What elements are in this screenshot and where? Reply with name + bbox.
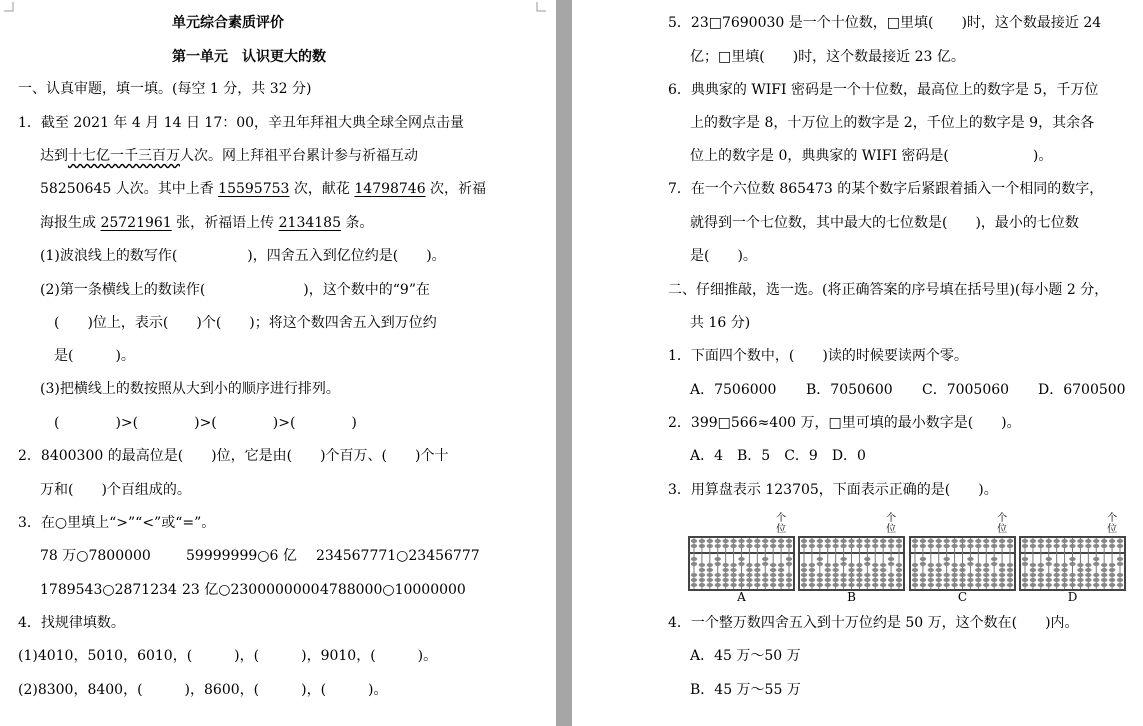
question-5-line-2: 亿；□里填( )时，这个数最接近 23 亿。 xyxy=(690,49,965,65)
question-1-part-2-line-1: (2)第一条横线上的数读作( )，这个数中的“9”在 xyxy=(40,282,430,298)
underlined-number: 15595753 xyxy=(218,181,290,197)
section-1-heading: 一、认真审题，填一填。(每空 1 分，共 32 分) xyxy=(18,81,312,97)
text-run: 人次。网上拜祖平台累计参与祈福互动 xyxy=(180,148,418,164)
question-1-part-2-line-2: ( )位上，表示( )个( )；将这个数四舍五入到万位约 xyxy=(54,315,437,331)
question-2-line-1: 2．8400300 的最高位是( )位，它是由( )个百万、( )个十 xyxy=(18,448,449,464)
abacus-option xyxy=(1019,512,1126,604)
question-7-line-1: 7．在一个六位数 865473 的某个数字后紧跟着插入一个相同的数字， xyxy=(668,181,1104,197)
abacus-options xyxy=(688,512,1118,604)
question-1-part-1: (1)波浪线上的数写作( )，四舍五入到亿位约是( )。 xyxy=(40,248,446,264)
margin-corner-mark xyxy=(536,2,546,12)
question-1-part-2-line-3: 是( )。 xyxy=(54,348,135,364)
question-7-line-3: 是( )。 xyxy=(690,248,757,264)
abacus-option-letter: B xyxy=(847,590,856,604)
question-4-part-2: (2)8300，8400，( )，8600，( )，( )。 xyxy=(18,682,388,698)
comparison-item: 234567771○23456777 xyxy=(316,548,480,564)
question-6-line-2: 上的数字是 8，十万位上的数字是 2，千位上的数字是 9，其余各 xyxy=(690,115,1095,131)
comparison-item: 78 万○7800000 xyxy=(40,548,151,564)
abacus-place-label: 个 xyxy=(1107,513,1118,524)
abacus-icon xyxy=(688,536,795,591)
left-page xyxy=(0,0,556,726)
comparison-item: 1789543○2871234 xyxy=(40,582,177,598)
abacus-place-label: 位 xyxy=(997,524,1008,535)
unit-title: 第一单元 认识更大的数 xyxy=(172,49,326,65)
text-run: 次，献花 xyxy=(289,181,355,197)
section-2-heading: 二、仔细推敲，选一选。(将正确答案的序号填在括号里)(每小题 2 分， xyxy=(668,282,1109,298)
text-run: 达到 xyxy=(40,148,68,164)
text-run: 海报生成 xyxy=(40,215,101,231)
comparison-item: 4788000○10000000 xyxy=(320,582,466,598)
abacus-icon xyxy=(909,536,1016,591)
worksheet-title: 单元综合素质评价 xyxy=(172,15,284,31)
wavy-underlined-number: 十七亿一千三百万 xyxy=(68,148,180,164)
question-4-part-1: (1)4010，5010，6010，( )，( )，9010，( )。 xyxy=(18,648,438,664)
abacus-place-label: 位 xyxy=(886,524,897,535)
question-6-line-3: 位上的数字是 0，典典家的 WIFI 密码是( )。 xyxy=(690,148,1053,164)
right-page xyxy=(572,0,1143,726)
choice-4-question: 4．一个整万数四舍五入到十万位约是 50 万，这个数在( )内。 xyxy=(668,615,1079,631)
abacus-place-label: 个 xyxy=(886,513,897,524)
comparison-item: 59999999○6 亿 xyxy=(186,548,297,564)
text-run: 58250645 人次。其中上香 xyxy=(40,181,219,197)
question-2-line-2: 万和( )个百组成的。 xyxy=(40,482,191,498)
underlined-number: 2134185 xyxy=(278,215,341,231)
abacus-option xyxy=(688,512,795,604)
choice-2-options: A．4 B．5 C．9 D．0 xyxy=(690,448,866,464)
margin-corner-mark xyxy=(4,2,14,12)
abacus-option-letter: D xyxy=(1067,590,1078,604)
choice-1-option-a: A．7506000 xyxy=(690,382,777,398)
abacus-place-label: 位 xyxy=(1107,524,1118,535)
abacus-icon xyxy=(798,536,905,591)
abacus-option xyxy=(798,512,905,604)
abacus-place-label: 个 xyxy=(997,513,1008,524)
choice-4-option-a: A．45 万～50 万 xyxy=(690,648,801,664)
text-run: 张，祈福语上传 xyxy=(171,215,279,231)
question-1-line-4 xyxy=(40,214,373,232)
question-5-line-1: 5．23□7690030 是一个十位数，□里填( )时，这个数最接近 24 xyxy=(668,15,1102,31)
choice-1-question: 1．下面四个数中，( )读的时候要读两个零。 xyxy=(668,348,968,364)
question-7-line-2: 就得到一个七位数，其中最大的七位数是( )，最小的七位数 xyxy=(690,215,1079,231)
choice-4-option-b: B．45 万～55 万 xyxy=(690,682,801,698)
section-2-heading-cont: 共 16 分) xyxy=(690,315,751,331)
question-1-part-3: (3)把横线上的数按照从大到小的顺序进行排列。 xyxy=(40,381,340,397)
text-run: 次，祈福 xyxy=(425,181,487,197)
abacus-place-label: 位 xyxy=(776,524,787,535)
abacus-place-label: 个 xyxy=(776,513,787,524)
question-1-line-2 xyxy=(40,147,418,165)
abacus-option-letter: C xyxy=(957,590,968,604)
choice-2-question: 2．399□566≈400 万，□里可填的最小数字是( )。 xyxy=(668,415,1021,431)
underlined-number: 14798746 xyxy=(354,181,426,197)
question-1-line-3 xyxy=(40,180,486,198)
question-1-part-3-blanks: ( )>( )>( )>( ) xyxy=(54,415,357,431)
comparison-item: 23 亿○2300000000 xyxy=(182,582,320,598)
underlined-number: 25721961 xyxy=(100,215,172,231)
choice-3-question: 3．用算盘表示 123705，下面表示正确的是( )。 xyxy=(668,482,998,498)
question-1-line-1: 1．截至 2021 年 4 月 14 日 17：00，辛丑年拜祖大典全球全网点击量 xyxy=(18,115,465,131)
abacus-option-letter: A xyxy=(737,590,746,604)
question-6-line-1: 6．典典家的 WIFI 密码是一个十位数，最高位上的数字是 5，千万位 xyxy=(668,82,1099,98)
choice-1-option-d: D．6700500 xyxy=(1038,382,1126,398)
abacus-option xyxy=(909,512,1016,604)
choice-1-option-b: B．7050600 xyxy=(806,382,893,398)
choice-1-option-c: C．7005060 xyxy=(922,382,1010,398)
question-4-heading: 4．找规律填数。 xyxy=(18,615,125,631)
question-3-heading: 3．在○里填上“>”“<”或“=”。 xyxy=(18,515,216,531)
abacus-icon xyxy=(1019,536,1126,591)
text-run: 条。 xyxy=(340,215,374,231)
